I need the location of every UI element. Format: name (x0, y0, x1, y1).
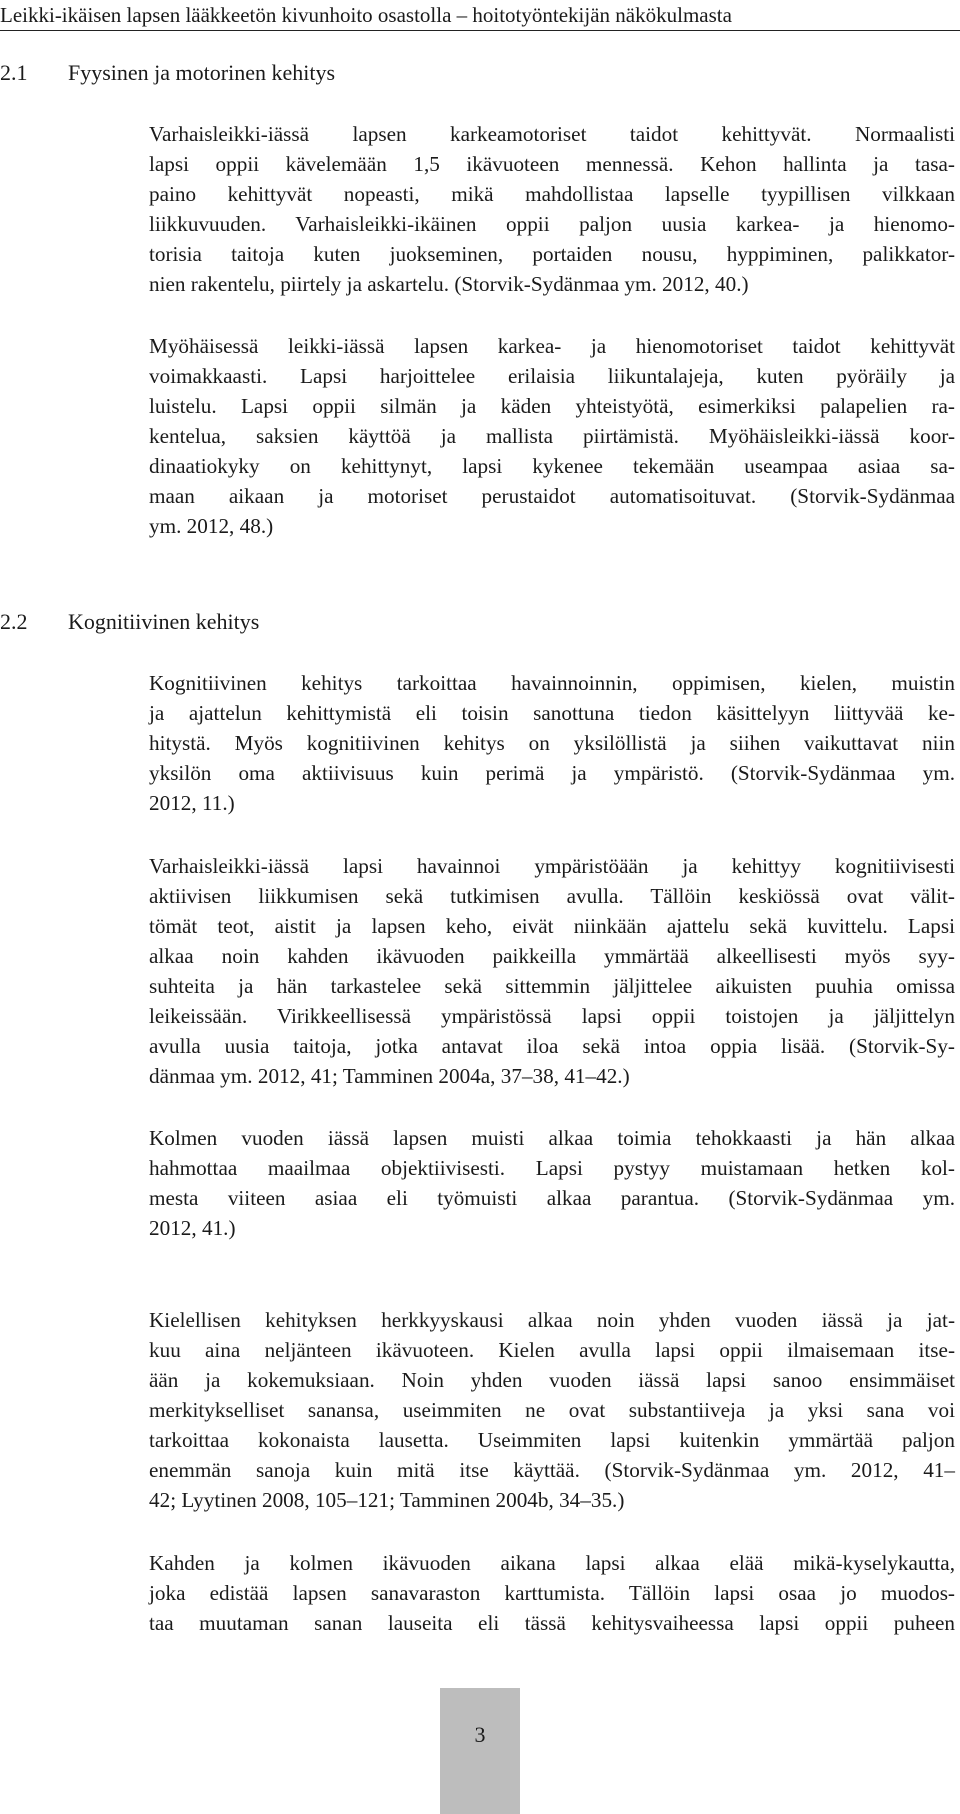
text-line: nien rakentelu, piirtely ja askartelu. (Storvik-Sydänmaa ym. 2012, 40.) (149, 272, 749, 296)
paragraph (149, 668, 955, 818)
text-line: Kolmen vuoden iässä lapsen muisti alkaa toimia tehokkaasti ja hän alkaa (149, 1126, 955, 1150)
text-line: avulla uusia taitoja, jotka antavat iloa sekä intoa oppia lisää. (Storvik-Sy- (149, 1034, 955, 1058)
text-line: joka edistää lapsen sanavaraston karttumista. Tällöin lapsi osaa jo muodos- (149, 1581, 955, 1605)
text-line: 2012, 11.) (149, 791, 235, 815)
text-line: Varhaisleikki-iässä lapsen karkeamotoriset taidot kehittyvät. Normaalisti (149, 122, 955, 146)
text-line: tarkoittaa kokonaista lausetta. Useimmiten lapsi kuitenkin ymmärtää paljon (149, 1428, 955, 1452)
text-line: maan aikaan ja motoriset perustaidot automatisoituvat. (Storvik-Sydänmaa (149, 484, 955, 508)
text-line: liikkuvuuden. Varhaisleikki-ikäinen oppii paljon uusia karkea- ja hienomo- (149, 212, 955, 236)
section-title: Kognitiivinen kehitys (68, 609, 260, 634)
text-line: 42; Lyytinen 2008, 105–121; Tamminen 2004b, 34–35.) (149, 1488, 625, 1512)
text-line: kuu aina neljänteen ikävuoteen. Kielen avulla lapsi oppii ilmaisemaan itse- (149, 1338, 955, 1362)
text-line: ään ja kokemuksiaan. Noin yhden vuoden iässä lapsi sanoo ensimmäiset (149, 1368, 955, 1392)
paragraph (149, 851, 955, 1091)
text-line: yksilön oma aktiivisuus kuin perimä ja ympäristö. (Storvik-Sydänmaa ym. (149, 761, 955, 785)
text-line: kentelua, saksien käyttöä ja mallista piirtämistä. Myöhäisleikki-iässä koor- (149, 424, 955, 448)
text-line: dänmaa ym. 2012, 41; Tamminen 2004a, 37–38, 41–42.) (149, 1064, 630, 1088)
text-line: ja ajattelun kehittymistä eli toisin sanottuna tiedon käsittelyyn liittyvää ke- (149, 701, 955, 725)
text-line: luistelu. Lapsi oppii silmän ja käden yhteistyötä, esimerkiksi palapelien ra- (149, 394, 955, 418)
text-line: Myöhäisessä leikki-iässä lapsen karkea- ja hienomotoriset taidot kehittyvät (149, 334, 955, 358)
text-line: voimakkaasti. Lapsi harjoittelee erilaisia liikuntalajeja, kuten pyöräily ja (149, 364, 955, 388)
paragraph (149, 1305, 955, 1515)
text-line: tömät teot, aistit ja lapsen keho, eivät niinkään ajattelu sekä kuvittelu. Lapsi (149, 914, 955, 938)
text-line: lapsi oppii kävelemään 1,5 ikävuoteen mennessä. Kehon hallinta ja tasa- (149, 152, 955, 176)
text-line: aktiivisen liikkumisen sekä tutkimisen avulla. Tällöin keskiössä ovat välit- (149, 884, 955, 908)
text-line: Kognitiivinen kehitys tarkoittaa havainnoinnin, oppimisen, kielen, muistin (149, 671, 955, 695)
section-heading (0, 606, 259, 638)
text-line: alkaa noin kahden ikävuoden paikkeilla ymmärtää alkeellisesti myös syy- (149, 944, 955, 968)
section-number: 2.1 (0, 60, 28, 85)
page-number-box (440, 1688, 520, 1814)
section-number: 2.2 (0, 609, 28, 634)
text-line: mesta viiteen asiaa eli työmuisti alkaa parantua. (Storvik-Sydänmaa ym. (149, 1186, 955, 1210)
text-line: enemmän sanoja kuin mitä itse käyttää. (Storvik-Sydänmaa ym. 2012, 41– (149, 1458, 955, 1482)
text-line: Kielellisen kehityksen herkkyyskausi alkaa noin yhden vuoden iässä ja jat- (149, 1308, 955, 1332)
text-line: 2012, 41.) (149, 1216, 236, 1240)
text-line: ym. 2012, 48.) (149, 514, 274, 538)
paragraph (149, 1123, 955, 1243)
text-line: Varhaisleikki-iässä lapsi havainnoi ympäristöään ja kehittyy kognitiivisesti (149, 854, 955, 878)
text-line: paino kehittyvät nopeasti, mikä mahdollistaa lapselle tyypillisen vilkkaan (149, 182, 955, 206)
text-line: torisia taitoja kuten juokseminen, portaiden nousu, hyppiminen, palikkator- (149, 242, 955, 266)
text-line: suhteita ja hän tarkastelee sekä sittemmin jäljittelee aikuisten puuhia omissa (149, 974, 955, 998)
text-line: hahmottaa maailmaa objektiivisesti. Lapsi pystyy muistamaan hetken kol- (149, 1156, 955, 1180)
text-line: merkitykselliset sanansa, useimmiten ne ovat substantiiveja ja yksi sana voi (149, 1398, 955, 1422)
page-number: 3 (474, 1722, 486, 1747)
section-heading (0, 57, 335, 89)
text-line: dinaatiokyky on kehittynyt, lapsi kykenee tekemään useampaa asiaa sa- (149, 454, 955, 478)
section-title: Fyysinen ja motorinen kehitys (68, 60, 336, 85)
paragraph (149, 331, 955, 541)
text-line: Kahden ja kolmen ikävuoden aikana lapsi alkaa elää mikä-kyselykautta, (149, 1551, 955, 1575)
paragraph (149, 1548, 955, 1638)
text-line: hitystä. Myös kognitiivinen kehitys on yksilöllistä ja siihen vaikuttavat niin (149, 731, 955, 755)
text-line: taa muutaman sanan lauseita eli tässä kehitysvaiheessa lapsi oppii puheen (149, 1611, 955, 1635)
paragraph (149, 119, 955, 299)
running-header: Leikki-ikäisen lapsen lääkkeetön kivunhoito osastolla – hoitotyöntekijän näkökulmasta (0, 0, 960, 31)
text-line: leikeissään. Virikkeellisessä ympäristössä lapsi oppii toistojen ja jäljittelyn (149, 1004, 955, 1028)
